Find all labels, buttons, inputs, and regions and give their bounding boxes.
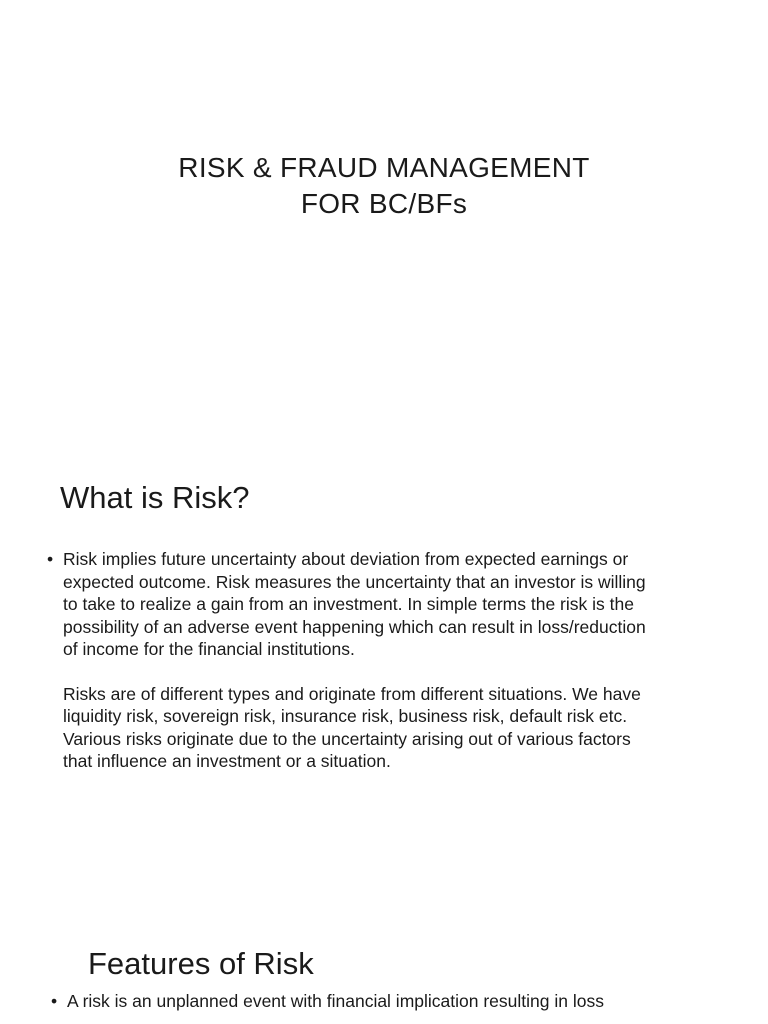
- bullet-marker: •: [51, 991, 58, 1011]
- bullet-text: [63, 548, 647, 773]
- bullet-row: [51, 990, 651, 1013]
- risk-types-paragraph: Risks are of different types and originate from different situations. We have liquidity risk, sovereign risk, insurance risk, business risk, default risk etc. Various risks originate due to the uncertainty arising out of various factors that influence an investment or a situation.: [63, 683, 641, 771]
- features-of-risk-slide: [0, 940, 768, 1024]
- slide-title-line-1: RISK & FRAUD MANAGEMENT: [178, 152, 590, 183]
- features-of-risk-bullet: [51, 990, 651, 1013]
- what-is-risk-slide: [0, 470, 768, 850]
- bullet-marker: •: [47, 549, 54, 569]
- slide-title-line-2: FOR BC/BFs: [300, 188, 468, 219]
- features-of-risk-heading: Features of Risk: [88, 946, 314, 981]
- what-is-risk-heading: What is Risk?: [60, 480, 250, 515]
- what-is-risk-bullet: [47, 548, 647, 773]
- title-slide: [0, 0, 768, 420]
- risk-definition-paragraph: Risk implies future uncertainty about deviation from expected earnings or expected outcome. Risk measures the uncertainty that an investor is willing to take to realize a gain from an investment. In simple terms the risk is the possibility of an adverse event happening which can result in loss/reduction of income for the financial institutions.: [63, 549, 646, 659]
- bullet-text: [67, 990, 604, 1013]
- bullet-row: [47, 548, 647, 773]
- feature-item: A risk is an unplanned event with financial implication resulting in loss: [67, 991, 604, 1011]
